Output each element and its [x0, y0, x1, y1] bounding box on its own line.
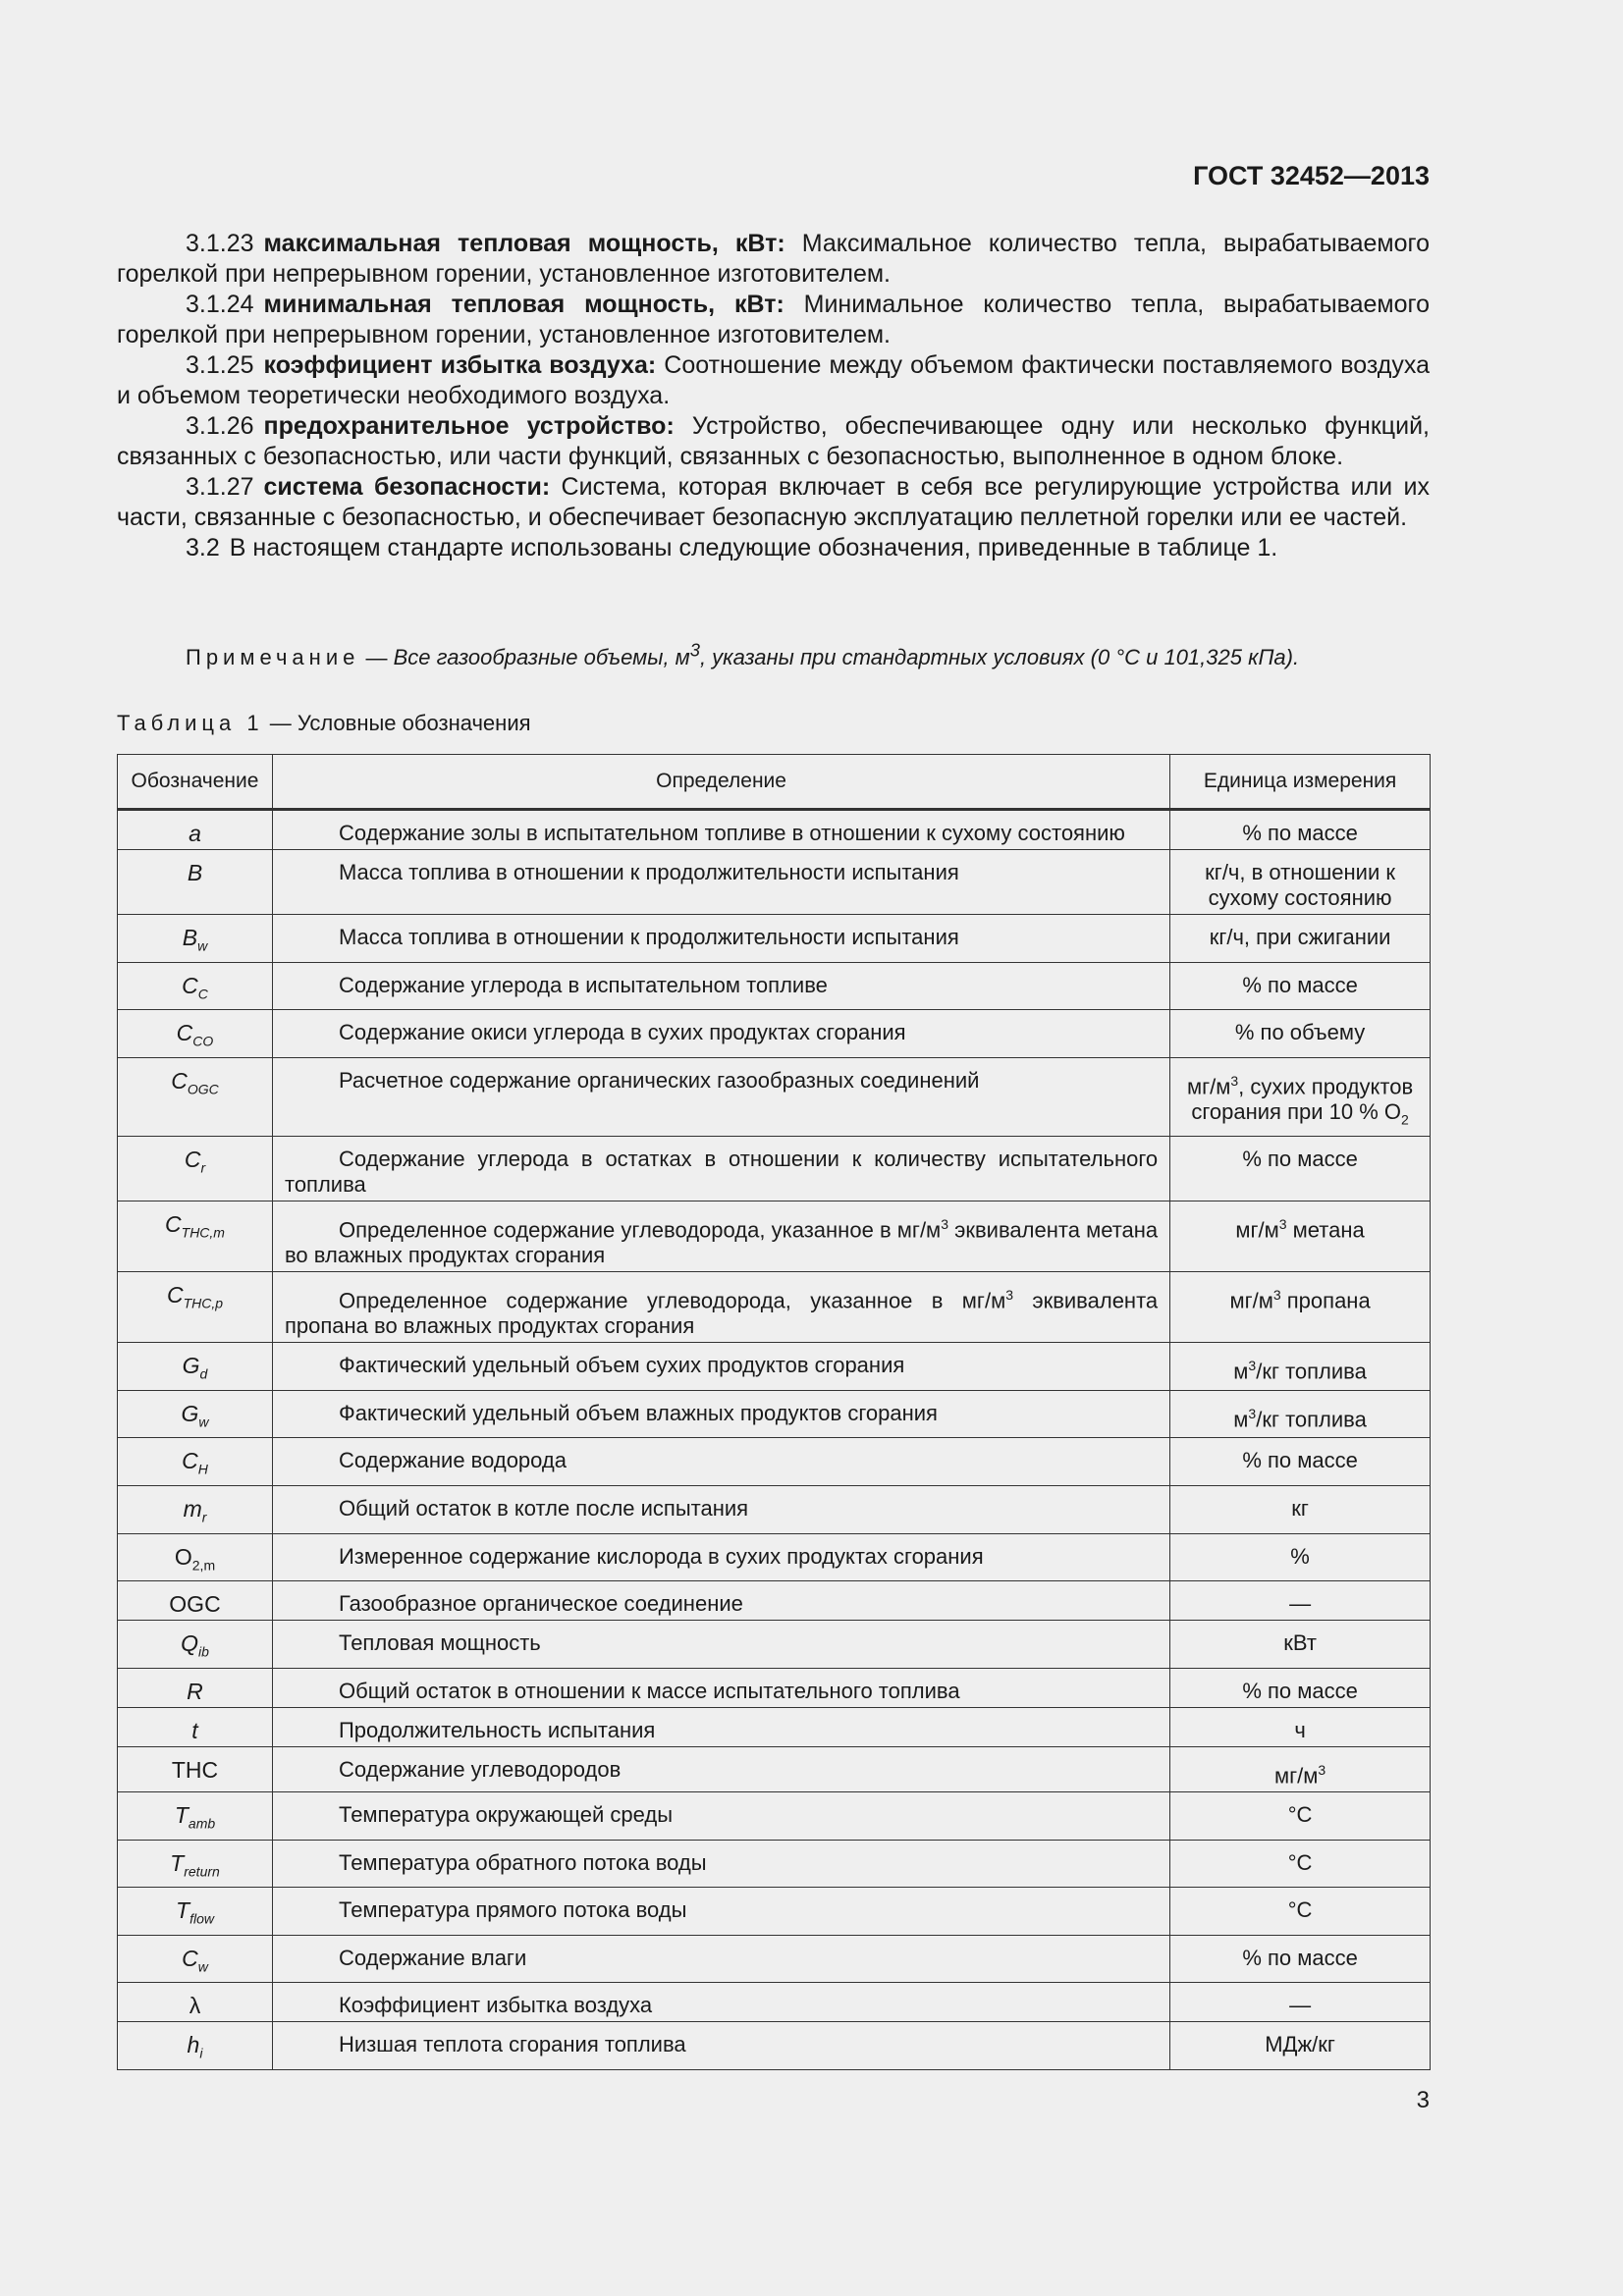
unit-cell: $мг/м^3$, сухих продуктов сгорания при 10 % $O_2$: [1170, 1057, 1431, 1136]
table-row: [118, 2022, 1431, 2070]
symbol: t: [191, 1717, 198, 1743]
unit-cell: $мг/м^3$ пропана: [1170, 1271, 1431, 1342]
symbol: R: [187, 1678, 203, 1704]
definition-cell: Фактический удельный объем влажных продуктов сгорания: [272, 1390, 1169, 1438]
unit-cell: °C: [1170, 1888, 1431, 1936]
table-row: [118, 1390, 1431, 1438]
symbol-subscript: 2,m: [191, 1557, 216, 1574]
symbol-cell: [118, 1746, 273, 1791]
symbol-cell: [118, 1271, 273, 1342]
symbol: C: [165, 1210, 182, 1237]
table-row: [118, 1888, 1431, 1936]
symbol-cell: [118, 1343, 273, 1391]
symbol-cell: [118, 810, 273, 850]
note-body: Все газообразные объемы, $м^3$, указаны при стандартных условиях (0 °С и 101,325 кПа).: [393, 640, 1300, 670]
symbol-cell: [118, 1136, 273, 1201]
definition-cell: Масса топлива в отношении к продолжительности испытания: [272, 850, 1169, 915]
symbol-cell: [118, 1201, 273, 1271]
symbol-subscript: r: [201, 1509, 207, 1525]
unit-cell: °C: [1170, 1792, 1431, 1841]
symbol: Q: [181, 1630, 198, 1657]
table-row: [118, 962, 1431, 1010]
page-number: 3: [1416, 2087, 1430, 2113]
table-row: [118, 1438, 1431, 1486]
paragraph-3-1-23: 3.1.23 максимальная тепловая мощность, кВт: Максимальное количество тепла, вырабатываемого горелкой при непрерывном горении, установленное изготовителем.: [117, 230, 1430, 288]
symbol-cell: [118, 1621, 273, 1669]
symbol-cell: [118, 1935, 273, 1983]
definitions-text: [117, 229, 1430, 563]
symbol: T: [170, 1849, 185, 1876]
definition-cell: Продолжительность испытания: [272, 1707, 1169, 1746]
unit-cell: кг/ч, в отношении к сухому состоянию: [1170, 850, 1431, 915]
symbol-cell: [118, 1438, 273, 1486]
symbol-cell: [118, 850, 273, 915]
unit-cell: кг/ч, при сжигании: [1170, 915, 1431, 963]
note: Примечание — Все газообразные объемы, $м^3$, указаны при стандартных условиях (0 °С и 101,325 кПа).: [186, 640, 1300, 670]
paragraph-3-1-25: 3.1.25 коэффициент избытка воздуха: Соотношение между объемом фактически поставляемого воздуха и объемом теоретически необходимого воздуха.: [117, 351, 1430, 409]
symbol-subscript: THC,p: [183, 1295, 224, 1311]
table-row: [118, 1983, 1431, 2022]
unit-cell: % по массе: [1170, 1438, 1431, 1486]
symbol-cell: [118, 1707, 273, 1746]
table-row: [118, 1485, 1431, 1533]
definition-cell: Расчетное содержание органических газообразных соединений: [272, 1057, 1169, 1136]
symbol: C: [182, 1945, 198, 1971]
symbol-cell: [118, 1888, 273, 1936]
definition-cell: Низшая теплота сгорания топлива: [272, 2022, 1169, 2070]
table-row: [118, 1136, 1431, 1201]
table-row: [118, 915, 1431, 963]
symbol-cell: [118, 1533, 273, 1581]
symbol: m: [183, 1495, 202, 1522]
symbol: O: [174, 1543, 192, 1570]
symbol-cell: [118, 1390, 273, 1438]
symbol: B: [182, 925, 198, 950]
definition-cell: Содержание влаги: [272, 1935, 1169, 1983]
definition-cell: Содержание окиси углерода в сухих продуктах сгорания: [272, 1010, 1169, 1058]
symbol: C: [182, 1448, 198, 1474]
table-caption: Таблица 1 — Условные обозначения: [117, 711, 531, 735]
header-definition: Определение: [272, 755, 1169, 810]
definition-cell: Определенное содержание углеводорода, указанное в $мг/м^3$ эквивалента метана во влажных продуктах сгорания: [272, 1201, 1169, 1271]
table-row: [118, 1271, 1431, 1342]
symbol: G: [181, 1400, 199, 1426]
definition-cell: Температура прямого потока воды: [272, 1888, 1169, 1936]
symbol-cell: [118, 1581, 273, 1621]
unit-cell: —: [1170, 1983, 1431, 2022]
symbol: C: [171, 1067, 188, 1094]
unit-cell: $мг/м^3$: [1170, 1746, 1431, 1791]
unit-cell: кВт: [1170, 1621, 1431, 1669]
symbol-subscript: w: [198, 1414, 209, 1430]
table-row: [118, 1533, 1431, 1581]
symbol-subscript: d: [199, 1365, 208, 1382]
table-row: [118, 850, 1431, 915]
table-row: [118, 1746, 1431, 1791]
note-label: Примечание: [186, 645, 360, 670]
table-row: [118, 1010, 1431, 1058]
header-symbol: Обозначение: [118, 755, 273, 810]
definition-cell: Фактический удельный объем сухих продуктов сгорания: [272, 1343, 1169, 1391]
unit-cell: кг: [1170, 1485, 1431, 1533]
symbol: T: [176, 1897, 190, 1924]
symbol-subscript: w: [197, 1958, 208, 1975]
symbol-subscript: return: [184, 1863, 220, 1880]
definition-cell: Температура обратного потока воды: [272, 1840, 1169, 1888]
symbol-cell: [118, 1485, 273, 1533]
symbol: h: [187, 2032, 200, 2058]
symbol: C: [182, 972, 198, 998]
symbol-cell: [118, 1010, 273, 1058]
definition-cell: Содержание углеводородов: [272, 1746, 1169, 1791]
symbol-subscript: THC,m: [181, 1224, 225, 1241]
table-row: [118, 810, 1431, 850]
definition-cell: Содержание золы в испытательном топливе в отношении к сухому состоянию: [272, 810, 1169, 850]
symbol-subscript: i: [199, 2046, 203, 2062]
unit-cell: % по массе: [1170, 962, 1431, 1010]
unit-cell: °C: [1170, 1840, 1431, 1888]
table-row: [118, 1621, 1431, 1669]
symbol: C: [176, 1020, 193, 1046]
symbols-table: [117, 754, 1431, 2070]
symbol-subscript: amb: [188, 1815, 216, 1832]
definition-cell: Масса топлива в отношении к продолжительности испытания: [272, 915, 1169, 963]
header-unit: Единица измерения: [1170, 755, 1431, 810]
document-id: ГОСТ 32452—2013: [1193, 161, 1430, 190]
symbol-subscript: ib: [197, 1643, 209, 1660]
symbol-subscript: w: [197, 937, 208, 954]
symbol: a: [189, 821, 201, 846]
unit-cell: % по массе: [1170, 1935, 1431, 1983]
definition-cell: Газообразное органическое соединение: [272, 1581, 1169, 1621]
definition-cell: Тепловая мощность: [272, 1621, 1169, 1669]
unit-cell: МДж/кг: [1170, 2022, 1431, 2070]
paragraph-3-1-24: 3.1.24 минимальная тепловая мощность, кВт: Минимальное количество тепла, вырабатываемого горелкой при непрерывном горении, установленное изготовителем.: [117, 291, 1430, 348]
table-header-row: [118, 755, 1431, 810]
unit-cell: % по массе: [1170, 1136, 1431, 1201]
definition-cell: Температура окружающей среды: [272, 1792, 1169, 1841]
definition-cell: Общий остаток в котле после испытания: [272, 1485, 1169, 1533]
symbol-cell: [118, 1983, 273, 2022]
unit-cell: % по массе: [1170, 810, 1431, 850]
symbol: C: [184, 1146, 201, 1172]
symbol-subscript: flow: [189, 1910, 214, 1927]
symbol-cell: [118, 962, 273, 1010]
definition-cell: Содержание водорода: [272, 1438, 1169, 1486]
unit-cell: ч: [1170, 1707, 1431, 1746]
definition-cell: Содержание углерода в испытательном топливе: [272, 962, 1169, 1010]
symbol-subscript: r: [200, 1159, 206, 1176]
symbol-cell: [118, 2022, 273, 2070]
definition-cell: Измеренное содержание кислорода в сухих продуктах сгорания: [272, 1533, 1169, 1581]
definition-cell: Содержание углерода в остатках в отношении к количеству испытательного топлива: [272, 1136, 1169, 1201]
symbol-cell: [118, 1057, 273, 1136]
definition-cell: Определенное содержание углеводорода, указанное в $мг/м^3$ эквивалента пропана во влажных продуктах сгорания: [272, 1271, 1169, 1342]
symbol-subscript: H: [197, 1461, 208, 1477]
unit-cell: —: [1170, 1581, 1431, 1621]
table-row: [118, 1343, 1431, 1391]
symbol-subscript: C: [197, 986, 208, 1002]
symbol-cell: [118, 1668, 273, 1707]
symbol: OGC: [169, 1591, 221, 1618]
symbol: B: [187, 860, 203, 885]
definition-cell: Общий остаток в отношении к массе испытательного топлива: [272, 1668, 1169, 1707]
unit-cell: %: [1170, 1533, 1431, 1581]
paragraph-3-1-26: 3.1.26 предохранительное устройство: Устройство, обеспечивающее одну или несколько функций, связанных с безопасностью, или части функций, связанных с безопасностью, выполненное в одном блоке.: [117, 412, 1430, 470]
paragraph-3-2: 3.2 В настоящем стандарте использованы следующие обозначения, приведенные в таблице 1.: [186, 534, 1278, 561]
unit-cell: $мг/м^3$ метана: [1170, 1201, 1431, 1271]
unit-cell: % по объему: [1170, 1010, 1431, 1058]
symbol-cell: [118, 1840, 273, 1888]
symbol-subscript: OGC: [187, 1081, 219, 1097]
table-row: [118, 1201, 1431, 1271]
symbol: T: [174, 1802, 189, 1829]
symbol: λ: [189, 1993, 201, 2019]
symbol: G: [182, 1353, 200, 1379]
table-row: [118, 1707, 1431, 1746]
symbol-subscript: CO: [192, 1033, 214, 1049]
symbol-cell: [118, 1792, 273, 1841]
table-row: [118, 1935, 1431, 1983]
unit-cell: $м^3/кг$ топлива: [1170, 1390, 1431, 1438]
table-row: [118, 1840, 1431, 1888]
unit-cell: $м^3/кг$ топлива: [1170, 1343, 1431, 1391]
definition-cell: Коэффициент избытка воздуха: [272, 1983, 1169, 2022]
symbol-cell: [118, 915, 273, 963]
table-row: [118, 1792, 1431, 1841]
table-row: [118, 1668, 1431, 1707]
table-row: [118, 1057, 1431, 1136]
paragraph-3-1-27: 3.1.27 система безопасности: Система, которая включает в себя все регулирующие устройства или их части, связанные с безопасностью, и обеспечивает безопасную эксплуатацию пеллетной горелки или ее частей.: [117, 473, 1430, 531]
symbol: C: [166, 1281, 184, 1308]
symbol: THC: [171, 1756, 219, 1783]
table-row: [118, 1581, 1431, 1621]
unit-cell: % по массе: [1170, 1668, 1431, 1707]
